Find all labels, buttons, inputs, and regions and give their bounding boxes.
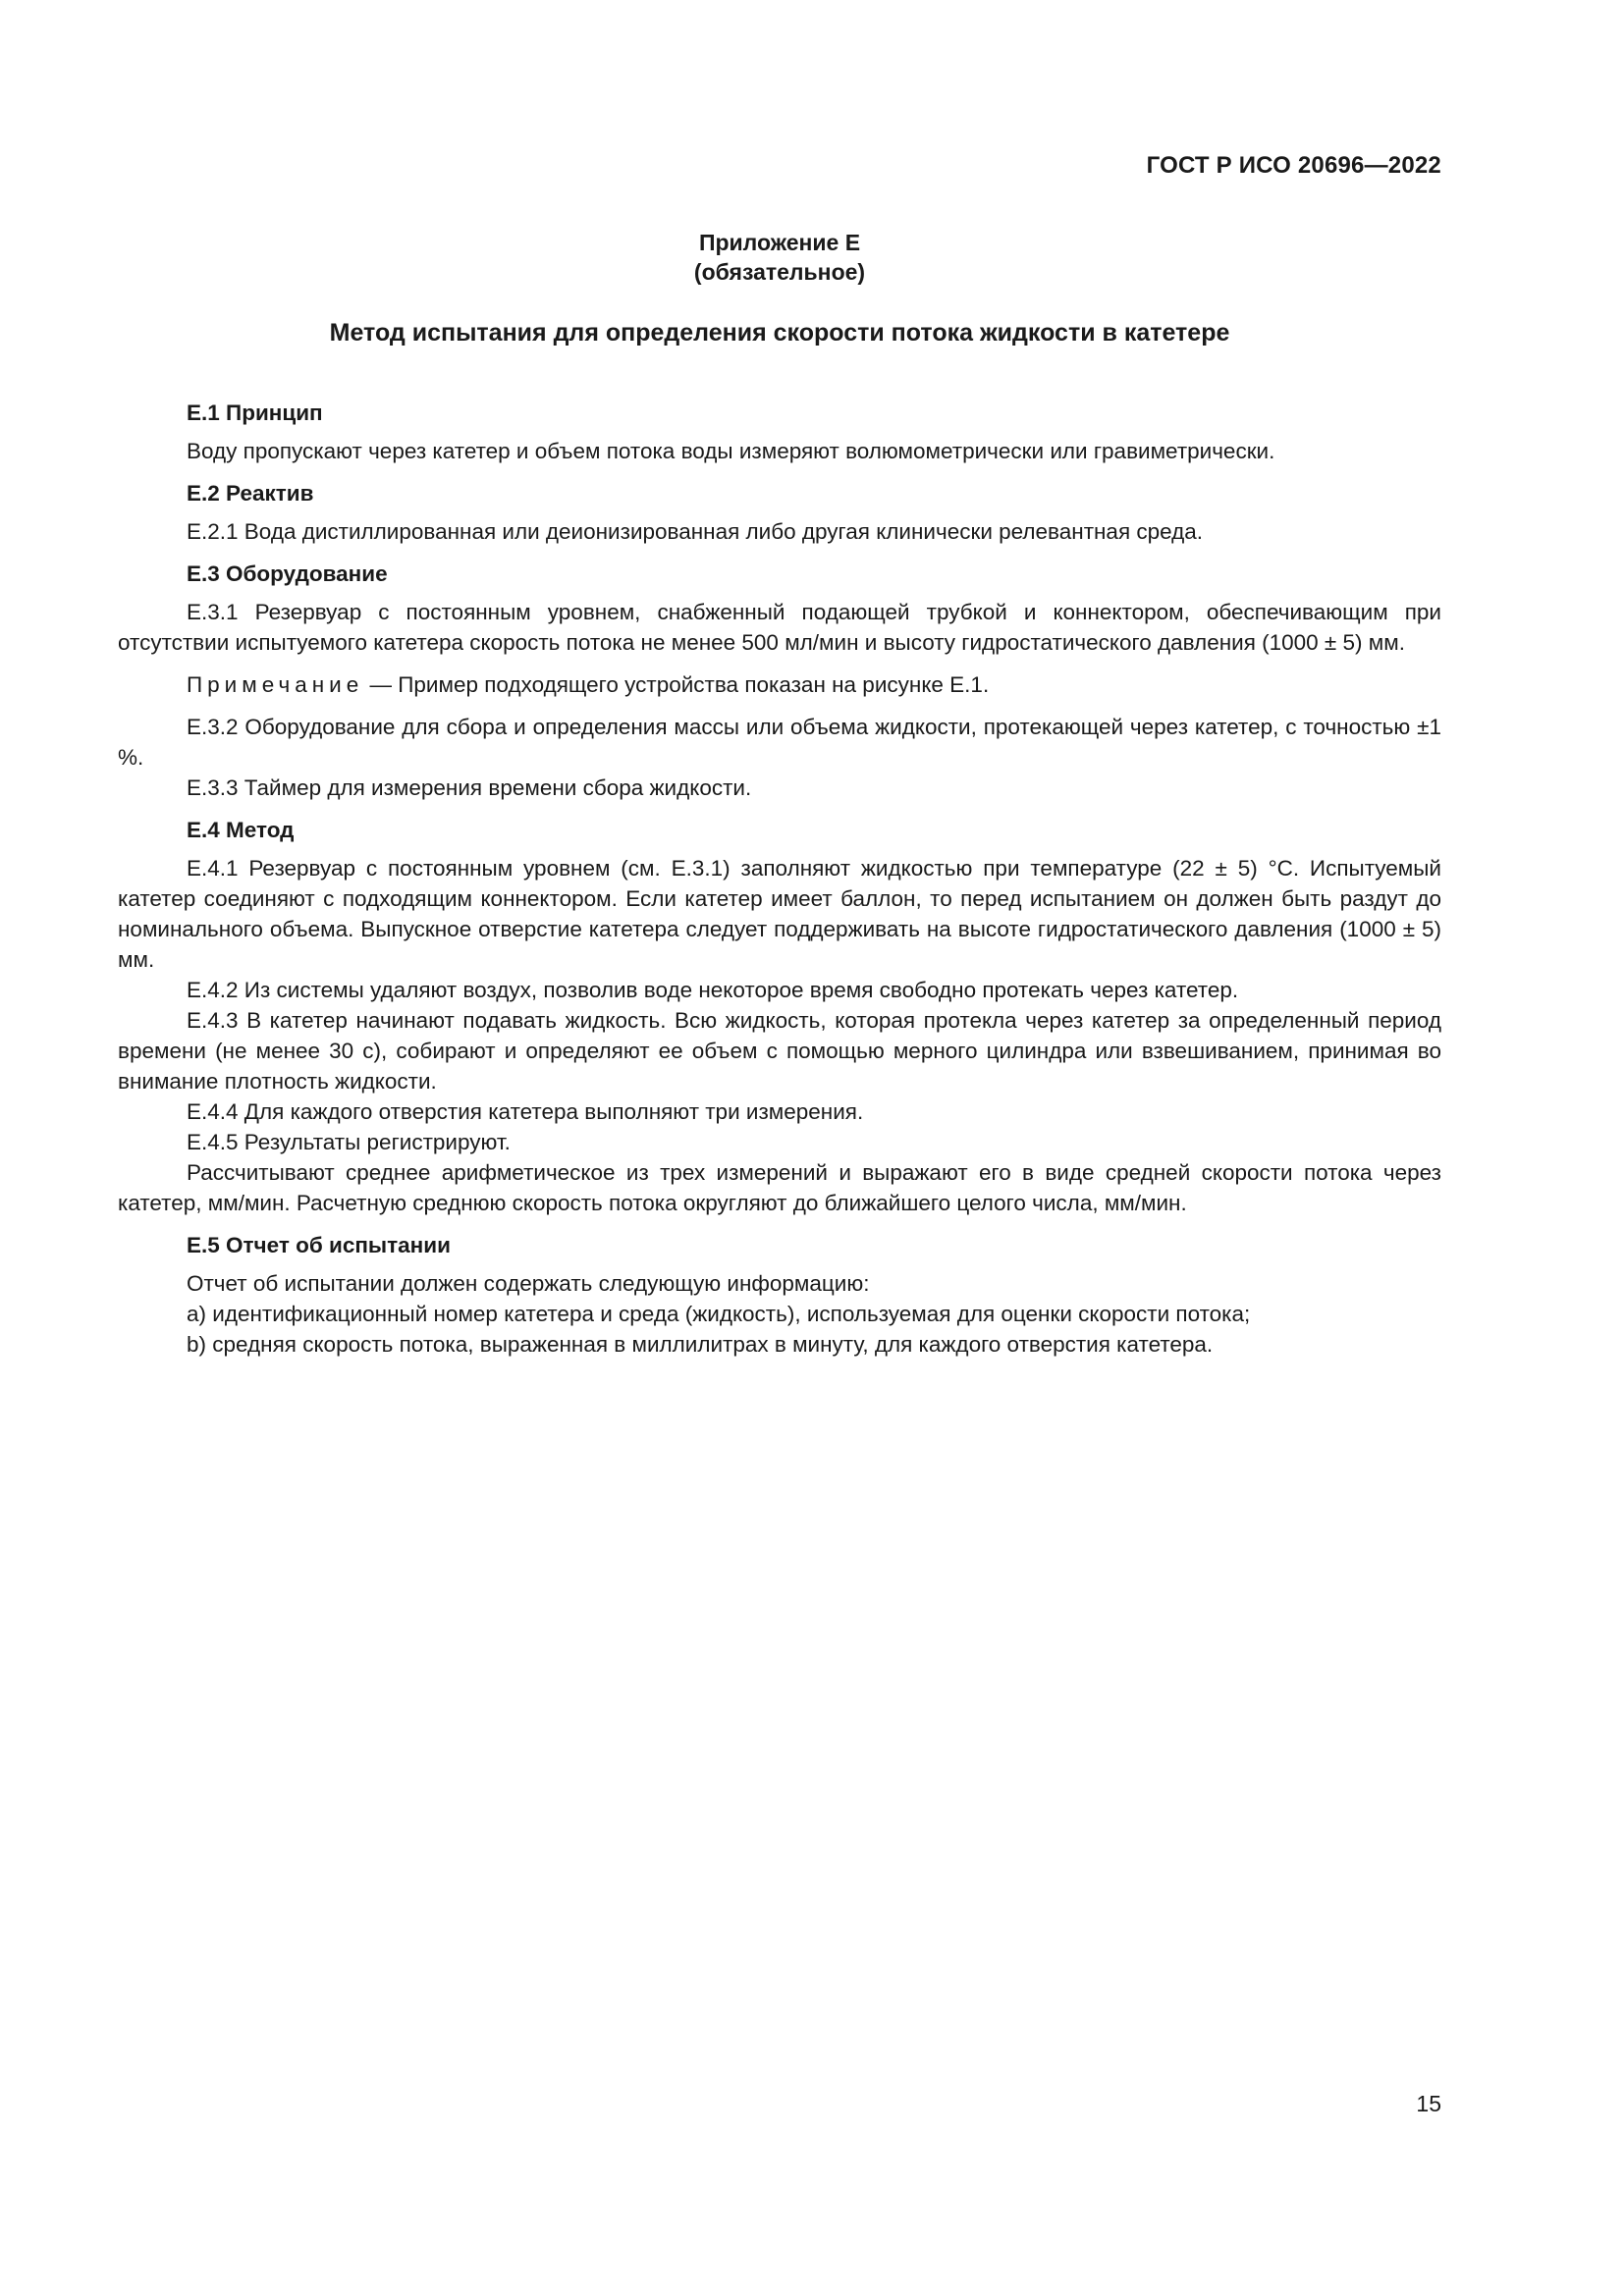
document-code: ГОСТ Р ИСО 20696—2022 [1146, 152, 1441, 179]
annex-status: (обязательное) [693, 259, 866, 285]
document-body [118, 398, 1441, 1360]
section-heading-e1: Е.1 Принцип [187, 400, 323, 425]
paragraph-e5-1: Отчет об испытании должен содержать следующую информацию: [187, 1271, 870, 1296]
section-heading-e3: Е.3 Оборудование [187, 561, 388, 586]
note-label: Примечание [187, 672, 364, 697]
page-number: 15 [1416, 2091, 1441, 2116]
paragraph-e2-1: Е.2.1 Вода дистиллированная или деионизированная либо другая клинически релевантная среда. [187, 519, 1204, 544]
section-heading-e2: Е.2 Реактив [187, 481, 314, 506]
annex-title: Приложение Е [698, 230, 861, 255]
note-text: — Пример подходящего устройства показан на рисунке Е.1. [363, 672, 990, 697]
section-heading-e4: Е.4 Метод [187, 818, 295, 842]
paragraph-e3-1: Е.3.1 Резервуар с постоянным уровнем, снабженный подающей трубкой и коннектором, обеспечивающим при отсутствии испытуемого катетера скорость потока не менее 500 мл/мин и высоту гидростатического давления (1000 ± 5) мм. [118, 600, 1441, 655]
paragraph-e4-2: Е.4.2 Из системы удаляют воздух, позволив воде некоторое время свободно протекать через катетер. [187, 978, 1239, 1002]
paragraph-e4-1: Е.4.1 Резервуар с постоянным уровнем (см. Е.3.1) заполняют жидкостью при температуре (22 ± 5) °С. Испытуемый катетер соединяют с подходящим коннектором. Если катетер имеет баллон, то перед испытанием он должен быть раздут до номинального объема. Выпускное отверстие катетера следует поддерживать на высоте гидростатического давления (1000 ± 5) мм. [118, 856, 1441, 972]
annex-main-title: Метод испытания для определения скорости потока жидкости в катетере [329, 319, 1230, 347]
annex-heading [118, 228, 1441, 287]
paragraph-e1: Воду пропускают через катетер и объем потока воды измеряют волюмометрически или гравиметрически. [187, 439, 1275, 463]
paragraph-e3-3: Е.3.3 Таймер для измерения времени сбора жидкости. [187, 775, 752, 800]
list-item-a: a) идентификационный номер катетера и среда (жидкость), используемая для оценки скорости потока; [187, 1302, 1251, 1326]
section-heading-e5: Е.5 Отчет об испытании [187, 1233, 451, 1257]
paragraph-e4-5: Е.4.5 Результаты регистрируют. [187, 1130, 511, 1154]
list-item-b: b) средняя скорость потока, выраженная в миллилитрах в минуту, для каждого отверстия катетера. [187, 1332, 1214, 1357]
paragraph-e3-2: Е.3.2 Оборудование для сбора и определения массы или объема жидкости, протекающей через катетер, с точностью ±1 %. [118, 715, 1441, 770]
paragraph-e4-3: Е.4.3 В катетер начинают подавать жидкость. Всю жидкость, которая протекла через катетер за определенный период времени (не менее 30 с), собирают и определяют ее объем с помощью мерного цилиндра или взвешиванием, принимая во внимание плотность жидкости. [118, 1008, 1441, 1094]
paragraph-e4-6: Рассчитывают среднее арифметическое из трех измерений и выражают его в виде средней скорости потока через катетер, мм/мин. Расчетную среднюю скорость потока округляют до ближайшего целого числа, мм/мин. [118, 1160, 1441, 1215]
paragraph-e4-4: Е.4.4 Для каждого отверстия катетера выполняют три измерения. [187, 1099, 864, 1124]
note-e3 [118, 669, 1441, 700]
